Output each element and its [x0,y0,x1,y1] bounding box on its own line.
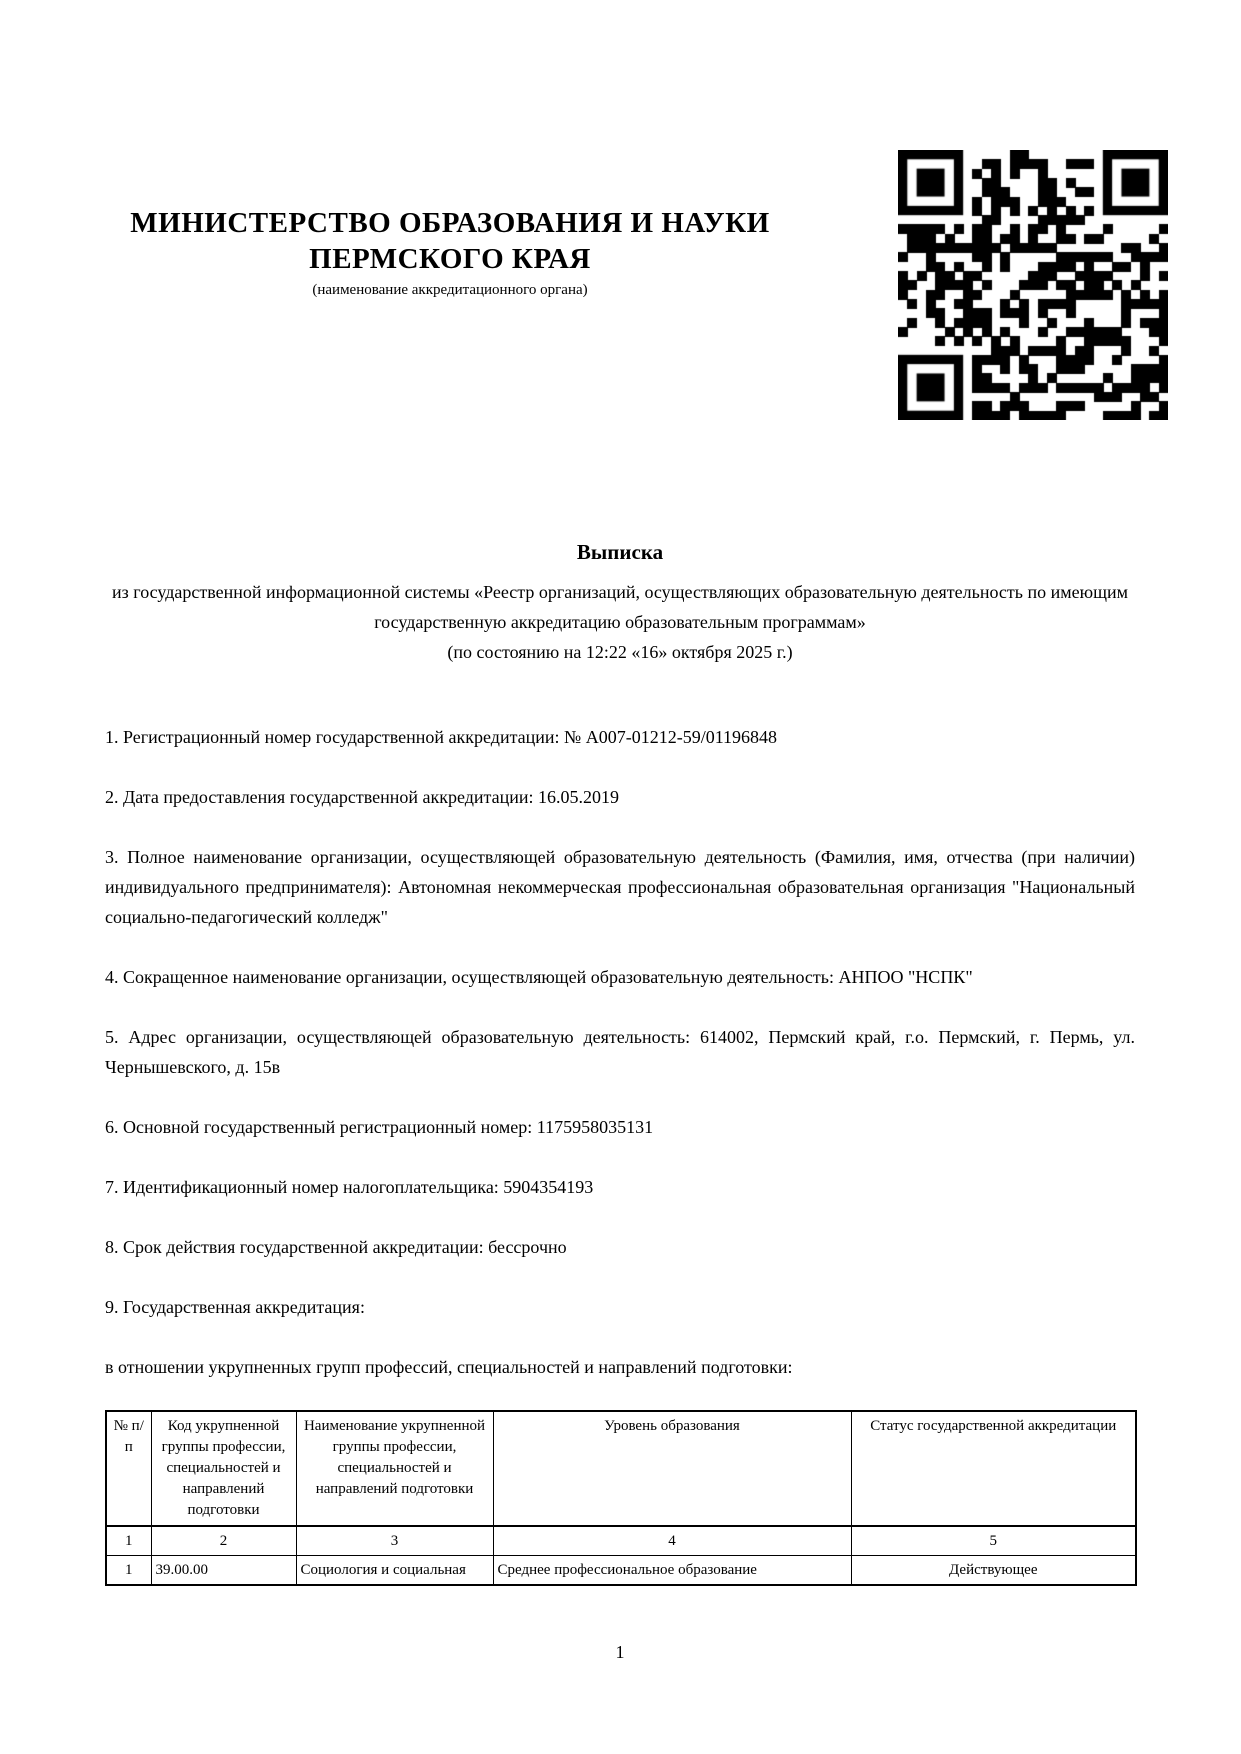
numbering-cell: 1 [106,1526,151,1556]
col-header-education-level: Уровень образования [493,1411,851,1526]
extract-title: Выписка [576,540,664,564]
ministry-header [105,205,795,299]
item-full-name: 3. Полное наименование организации, осуществляющей образовательную деятельность (Фамилия, имя, отчества (при наличии) индивидуального предпринимателя): Автономная некоммерческая профессиональная образовательная организация "Национальный социально-педагогический колледж" [105,847,1135,927]
item-short-name: 4. Сокращенное наименование организации, осуществляющей образовательную деятельность: АНПОО "НСПК" [105,967,973,987]
ministry-caption: (наименование аккредитационного органа) [312,282,588,298]
table-row [106,1556,1136,1586]
extract-as-of-date: (по состоянию на 12:22 «16» октября 2025 г.) [447,642,793,662]
numbering-cell: 2 [151,1526,296,1556]
table-header-row [106,1411,1136,1526]
item-registration-number: 1. Регистрационный номер государственной аккредитации: № А007-01212-59/01196848 [105,727,778,747]
cell-accreditation-status: Действующее [851,1556,1136,1586]
item-state-accreditation: 9. Государственная аккредитация: [105,1297,365,1317]
section-intro: в отношении укрупненных групп профессий, специальностей и направлений подготовки: [105,1357,793,1377]
numbering-cell: 3 [296,1526,493,1556]
item-address: 5. Адрес организации, осуществляющей образовательную деятельность: 614002, Пермский край, г.о. Пермский, г. Пермь, ул. Чернышевского, д. 15в [105,1027,1135,1077]
ministry-title: МИНИСТЕРСТВО ОБРАЗОВАНИЯ И НАУКИ ПЕРМСКОГО КРАЯ [130,207,770,275]
table-numbering-row [106,1526,1136,1556]
col-header-accreditation-status: Статус государственной аккредитации [851,1411,1136,1526]
item-inn: 7. Идентификационный номер налогоплательщика: 5904354193 [105,1177,594,1197]
accreditation-table [105,1410,1137,1586]
qr-code [898,150,1168,420]
cell-education-level: Среднее профессиональное образование [493,1556,851,1586]
cell-row-number: 1 [106,1556,151,1586]
extract-subtitle: из государственной информационной системы «Реестр организаций, осуществляющих образовательную деятельность по имеющим государственную аккредитацию образовательным программам» [112,582,1128,632]
numbering-cell: 5 [851,1526,1136,1556]
item-ogrn: 6. Основной государственный регистрационный номер: 1175958035131 [105,1117,654,1137]
item-validity-term: 8. Срок действия государственной аккредитации: бессрочно [105,1237,567,1257]
col-header-number: № п/п [106,1411,151,1526]
numbering-cell: 4 [493,1526,851,1556]
cell-group-code: 39.00.00 [151,1556,296,1586]
item-grant-date: 2. Дата предоставления государственной аккредитации: 16.05.2019 [105,787,619,807]
cell-group-name: Социология и социальная [296,1556,493,1586]
col-header-group-name: Наименование укрупненной группы профессии, специальностей и направлений подготовки [296,1411,493,1526]
page-number: 1 [615,1642,625,1662]
col-header-group-code: Код укрупненной группы профессии, специальностей и направлений подготовки [151,1411,296,1526]
